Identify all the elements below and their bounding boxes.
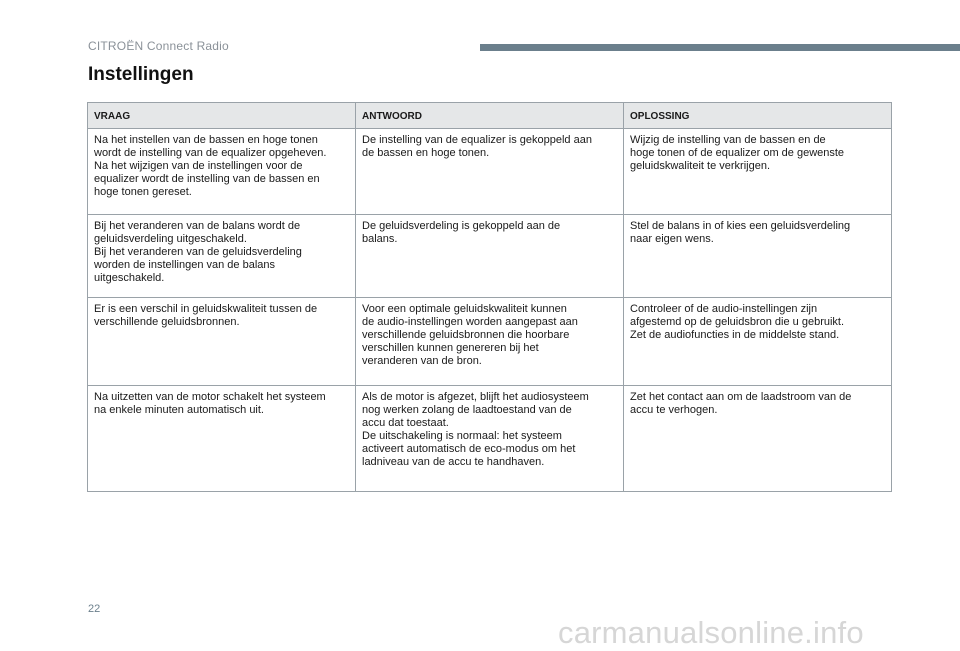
answer-text: Als de motor is afgezet, blijft het audiosysteem nog werken zolang de laadtoestand van de accu dat toestaat. De uitschakeling is normaal: het systeem activeert automatisch de eco-modus om het ladniveau van de accu te handhaven. bbox=[362, 391, 589, 468]
solution-cell bbox=[624, 215, 892, 298]
header-accent-bar bbox=[480, 44, 960, 51]
table-row bbox=[88, 215, 892, 298]
column-header-oplossing: OPLOSSING bbox=[624, 103, 892, 129]
solution-cell bbox=[624, 386, 892, 492]
page-number: 22 bbox=[88, 603, 101, 615]
table-row bbox=[88, 129, 892, 215]
question-text: Er is een verschil in geluidskwaliteit tussen de verschillende geluidsbronnen. bbox=[94, 303, 318, 328]
question-cell bbox=[88, 129, 356, 215]
question-text: Bij het veranderen van de balans wordt de geluidsverdeling uitgeschakeld. Bij het veranderen van de geluidsverdeling worden de instellingen van de balans uitgeschakeld. bbox=[94, 220, 302, 284]
answer-cell bbox=[356, 386, 624, 492]
table-row bbox=[88, 386, 892, 492]
solution-text: Stel de balans in of kies een geluidsverdeling naar eigen wens. bbox=[630, 220, 851, 245]
question-cell bbox=[88, 215, 356, 298]
column-header-vraag: VRAAG bbox=[88, 103, 356, 129]
solution-text: Zet het contact aan om de laadstroom van de accu te verhogen. bbox=[630, 391, 852, 416]
answer-cell bbox=[356, 215, 624, 298]
solution-text: Wijzig de instelling van de bassen en de hoge tonen of de equalizer om de gewenste geluidskwaliteit te verkrijgen. bbox=[630, 134, 845, 172]
question-text: Na het instellen van de bassen en hoge tonen wordt de instelling van de equalizer opgeheven. Na het wijzigen van de instellingen voor de equalizer wordt de instelling van de bassen en hoge tonen gereset. bbox=[94, 134, 327, 198]
solution-cell bbox=[624, 298, 892, 386]
question-text: Na uitzetten van de motor schakelt het systeem na enkele minuten automatisch uit. bbox=[94, 391, 326, 416]
answer-cell bbox=[356, 298, 624, 386]
page-title: Instellingen bbox=[88, 64, 194, 85]
faq-table bbox=[87, 102, 892, 492]
question-cell bbox=[88, 386, 356, 492]
brand-header: CITROËN Connect Radio bbox=[88, 39, 229, 53]
solution-text: Controleer of de audio-instellingen zijn afgestemd op de geluidsbron die u gebruikt. Zet de audiofuncties in de middelste stand. bbox=[630, 303, 845, 341]
table-header-row bbox=[88, 103, 892, 129]
column-header-antwoord: ANTWOORD bbox=[356, 103, 624, 129]
answer-text: Voor een optimale geluidskwaliteit kunnen de audio-instellingen worden aangepast aan verschillende geluidsbronnen die hoorbare verschillen kunnen genereren bij het veranderen van de bron. bbox=[362, 303, 578, 367]
answer-text: De instelling van de equalizer is gekoppeld aan de bassen en hoge tonen. bbox=[362, 134, 592, 159]
solution-cell bbox=[624, 129, 892, 215]
table-row bbox=[88, 298, 892, 386]
answer-text: De geluidsverdeling is gekoppeld aan de balans. bbox=[362, 220, 561, 245]
watermark-text: carmanualsonline.info bbox=[558, 615, 864, 650]
answer-cell bbox=[356, 129, 624, 215]
question-cell bbox=[88, 298, 356, 386]
